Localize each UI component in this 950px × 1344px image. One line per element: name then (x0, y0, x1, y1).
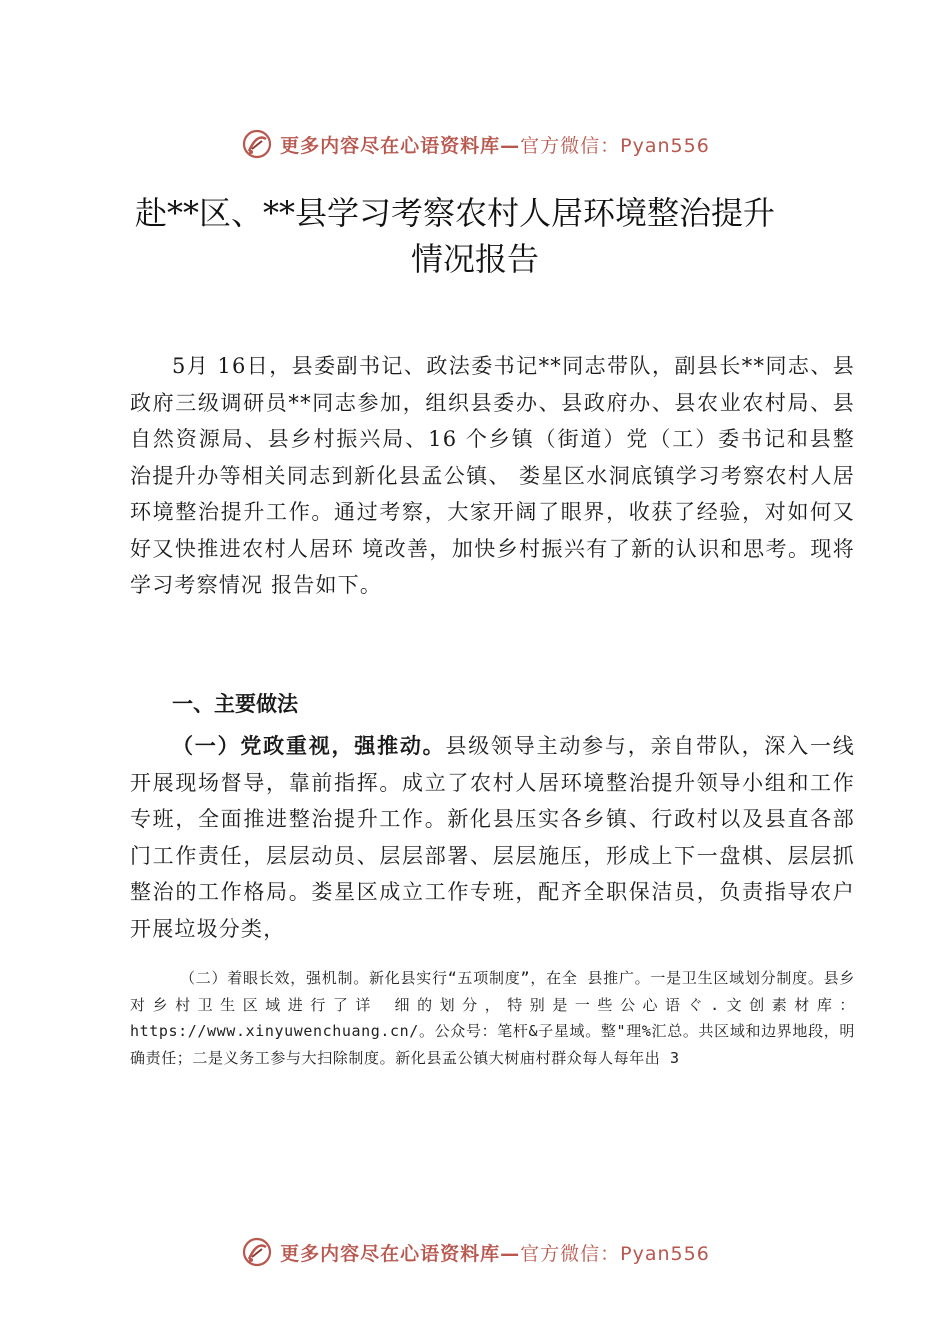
small-paragraph: （二）着眼长效，强机制。新化县实行“五项制度”，在全 县推广。一是卫生区域划分制度。县乡对乡村卫生区域进行了详 细的划分，特别是一些公心语ぐ.文创素材库：https://www.xinyuwenchuang.cn/。公众号：笔杆&子星域。整"理%汇总。共区域和边界地段，明确责任；二是义务工参与大扫除制度。新化县孟公镇大树庙村群众每人每年出 3 (130, 969, 855, 1067)
document-title (95, 190, 855, 282)
paragraph-party-leadership (130, 728, 855, 947)
section-heading: 一、主要做法 (172, 692, 298, 716)
logo-icon (240, 1235, 274, 1269)
title-line-1: 赴**区、**县学习考察农村人居环境整治提升 (135, 194, 776, 232)
footer-banner (0, 1232, 950, 1272)
banner-text: 更多内容尽在心语资料库—官方微信：Pyan556 (280, 134, 710, 157)
header-banner (0, 124, 950, 164)
paragraph-lead: （一）党政重视，强推动。 (172, 734, 446, 758)
logo-icon (240, 127, 274, 161)
title-line-2: 情况报告 (410, 240, 539, 278)
paragraph-body: 县级领导主动参与，亲自带队，深入一线开展现场督导，靠前指挥。成立了农村人居环境整治提升领导小组和工作专班，全面推进整治提升工作。新化县压实各乡镇、行政村以及县直各部门工作责任，层层动员、层层部署、层层施压，形成上下一盘棋、层层抓整治的工作格局。娄星区成立工作专班，配齐全职保洁员，负责指导农户开展垃圾分类， (130, 734, 855, 941)
paragraph-intro: 5月 16日，县委副书记、政法委书记**同志带队，副县长**同志、县政府三级调研员**同志参加，组织县委办、县政府办、县农业农村局、县自然资源局、县乡村振兴局、16 个乡镇（街道）党（工）委书记和县整治提升办等相关同志到新化县孟公镇、 娄星区水洞底镇学习考察农村人居环境整治提升工作。通过考察，大家开阔了眼界，收获了经验，对如何又好又快推进农村人居环 境改善，加快乡村振兴有了新的认识和思考。现将学习考察情况 报告如下。 (130, 354, 855, 597)
banner-text: 更多内容尽在心语资料库—官方微信：Pyan556 (280, 1242, 710, 1265)
